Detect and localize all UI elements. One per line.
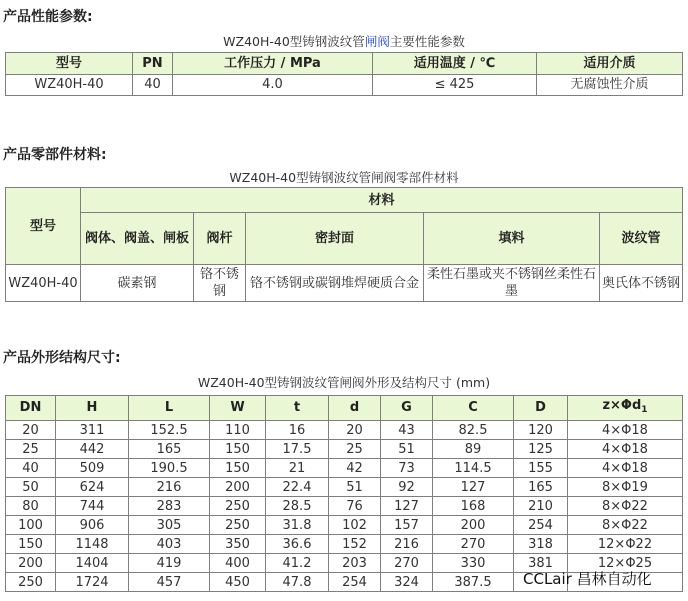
header-dn: DN: [6, 396, 56, 421]
header-c: C: [433, 396, 514, 421]
table-cell: 76: [329, 497, 381, 516]
table-cell: 17.5: [266, 440, 329, 459]
materials-section-title: 产品零部件材料:: [3, 147, 107, 163]
table-row: [6, 75, 683, 96]
table-cell: 155: [514, 459, 568, 478]
gate-valve-link[interactable]: 闸阀: [364, 34, 390, 49]
table-cell: 152.5: [129, 421, 210, 440]
table-cell: 305: [129, 516, 210, 535]
table-header-row: [6, 396, 683, 421]
table-cell: 450: [210, 573, 266, 592]
table-header-row: [6, 53, 683, 75]
table-cell: 8×Φ19: [568, 478, 683, 497]
header-materials: 材料: [81, 188, 683, 213]
table-cell: 283: [129, 497, 210, 516]
table-cell: 50: [6, 478, 56, 497]
table-cell: 318: [514, 535, 568, 554]
header-pn: PN: [133, 53, 173, 75]
table-cell: 419: [129, 554, 210, 573]
table-cell: 254: [329, 573, 381, 592]
table-cell: 457: [129, 573, 210, 592]
table-cell: 203: [329, 554, 381, 573]
table-row: [6, 265, 683, 302]
materials-table-caption: WZ40H-40型铸钢波纹管闸阀零部件材料: [229, 170, 459, 185]
table-cell: 125: [514, 440, 568, 459]
table-cell: 40: [6, 459, 56, 478]
table-cell: 387.5: [433, 573, 514, 592]
table-row: [6, 440, 683, 459]
header-d-small: d: [329, 396, 381, 421]
header-t: t: [266, 396, 329, 421]
dimensions-table: [5, 395, 683, 592]
table-cell: 80: [6, 497, 56, 516]
table-cell: 21: [266, 459, 329, 478]
table-cell: 190.5: [129, 459, 210, 478]
table-cell: 127: [433, 478, 514, 497]
cell-body-material: 碳素钢: [81, 265, 194, 302]
table-cell: 165: [129, 440, 210, 459]
performance-table-caption: WZ40H-40型铸钢波纹管闸阀主要性能参数: [223, 34, 465, 49]
cell-model: WZ40H-40: [6, 265, 81, 302]
table-row: [6, 459, 683, 478]
table-header-row: [6, 188, 683, 213]
performance-table: [5, 52, 683, 96]
table-cell: 41.2: [266, 554, 329, 573]
header-packing: 填料: [424, 213, 600, 265]
table-cell: 4×Φ18: [568, 440, 683, 459]
table-cell: 114.5: [433, 459, 514, 478]
header-model: 型号: [6, 188, 81, 265]
table-cell: 250: [210, 516, 266, 535]
header-g: G: [381, 396, 433, 421]
table-cell: 744: [56, 497, 129, 516]
header-model: 型号: [6, 53, 133, 75]
cell-sealing-material: 铬不锈钢或碳钢堆焊硬质合金: [246, 265, 424, 302]
cell-pn: 40: [133, 75, 173, 96]
header-h: H: [56, 396, 129, 421]
header-body-bonnet-disc: 阀体、阀盖、闸板: [81, 213, 194, 265]
table-row: [6, 535, 683, 554]
table-cell: 168: [433, 497, 514, 516]
table-cell: 200: [433, 516, 514, 535]
table-cell: 270: [381, 554, 433, 573]
header-stem: 阀杆: [194, 213, 246, 265]
table-cell: 20: [6, 421, 56, 440]
table-cell: 127: [381, 497, 433, 516]
header-temperature: 适用温度 / ℃: [373, 53, 537, 75]
table-cell: 254: [514, 516, 568, 535]
table-cell: 20: [329, 421, 381, 440]
materials-table: [5, 187, 683, 302]
table-cell: 102: [329, 516, 381, 535]
table-cell: 381: [514, 554, 568, 573]
performance-section-title: 产品性能参数:: [3, 9, 93, 25]
table-cell: 12×Φ25: [568, 554, 683, 573]
table-cell: 51: [381, 440, 433, 459]
table-cell: 4×Φ18: [568, 459, 683, 478]
table-cell: 324: [381, 573, 433, 592]
table-cell: 210: [514, 497, 568, 516]
cell-packing-material: 柔性石墨或夹不锈钢丝柔性石墨: [424, 265, 600, 302]
table-cell: 31.8: [266, 516, 329, 535]
table-cell: 82.5: [433, 421, 514, 440]
table-cell: 1404: [56, 554, 129, 573]
cell-bellows-material: 奥氏体不锈钢: [600, 265, 683, 302]
table-cell: 25: [6, 440, 56, 459]
table-cell: 8×Φ22: [568, 516, 683, 535]
table-cell: 8×Φ22: [568, 497, 683, 516]
table-cell: 400: [210, 554, 266, 573]
table-cell: 150: [6, 535, 56, 554]
table-cell: 1148: [56, 535, 129, 554]
cell-temperature: ≤ 425: [373, 75, 537, 96]
header-sealing-face: 密封面: [246, 213, 424, 265]
table-cell: 403: [129, 535, 210, 554]
table-cell: 120: [514, 421, 568, 440]
table-row: [6, 421, 683, 440]
table-cell: 350: [210, 535, 266, 554]
table-row: [6, 497, 683, 516]
table-cell: 100: [6, 516, 56, 535]
table-cell: 152: [329, 535, 381, 554]
header-bellows: 波纹管: [600, 213, 683, 265]
dimensions-table-caption: WZ40H-40型铸钢波纹管闸阀外形及结构尺寸 (mm): [197, 375, 491, 390]
table-cell: 200: [210, 478, 266, 497]
table-cell: 89: [433, 440, 514, 459]
cell-stem-material: 铬不锈钢: [194, 265, 246, 302]
table-cell: 150: [210, 459, 266, 478]
cell-model: WZ40H-40: [6, 75, 133, 96]
table-cell: 92: [381, 478, 433, 497]
table-cell: 200: [6, 554, 56, 573]
table-cell: 73: [381, 459, 433, 478]
table-cell: 110: [210, 421, 266, 440]
table-cell: 12×Φ22: [568, 535, 683, 554]
table-cell: 157: [381, 516, 433, 535]
cell-pressure: 4.0: [173, 75, 373, 96]
header-l: L: [129, 396, 210, 421]
table-cell: 216: [129, 478, 210, 497]
table-cell: 330: [433, 554, 514, 573]
cell-medium: 无腐蚀性介质: [537, 75, 683, 96]
header-pressure: 工作压力 / MPa: [173, 53, 373, 75]
table-cell: 250: [6, 573, 56, 592]
watermark-logo: CCLair 昌林自动化: [523, 570, 652, 588]
table-cell: 22.4: [266, 478, 329, 497]
table-cell: 25: [329, 440, 381, 459]
table-cell: 43: [381, 421, 433, 440]
table-cell: 624: [56, 478, 129, 497]
table-cell: 42: [329, 459, 381, 478]
table-cell: 270: [433, 535, 514, 554]
table-cell: 47.8: [266, 573, 329, 592]
header-medium: 适用介质: [537, 53, 683, 75]
table-cell: 442: [56, 440, 129, 459]
table-cell: 165: [514, 478, 568, 497]
table-row: [6, 478, 683, 497]
table-cell: 51: [329, 478, 381, 497]
header-d: D: [514, 396, 568, 421]
table-cell: 216: [381, 535, 433, 554]
table-header-row: [6, 213, 683, 265]
table-cell: 4×Φ18: [568, 421, 683, 440]
table-cell: 1724: [56, 573, 129, 592]
table-cell: 509: [56, 459, 129, 478]
table-cell: 311: [56, 421, 129, 440]
table-cell: 250: [210, 497, 266, 516]
table-cell: 28.5: [266, 497, 329, 516]
dimensions-section-title: 产品外形结构尺寸:: [3, 350, 121, 366]
table-cell: 150: [210, 440, 266, 459]
table-cell: 16: [266, 421, 329, 440]
header-w: W: [210, 396, 266, 421]
table-cell: 36.6: [266, 535, 329, 554]
header-bolt-holes: $z\times\Phi d_1$: [568, 396, 683, 421]
table-row: [6, 516, 683, 535]
table-cell: 906: [56, 516, 129, 535]
